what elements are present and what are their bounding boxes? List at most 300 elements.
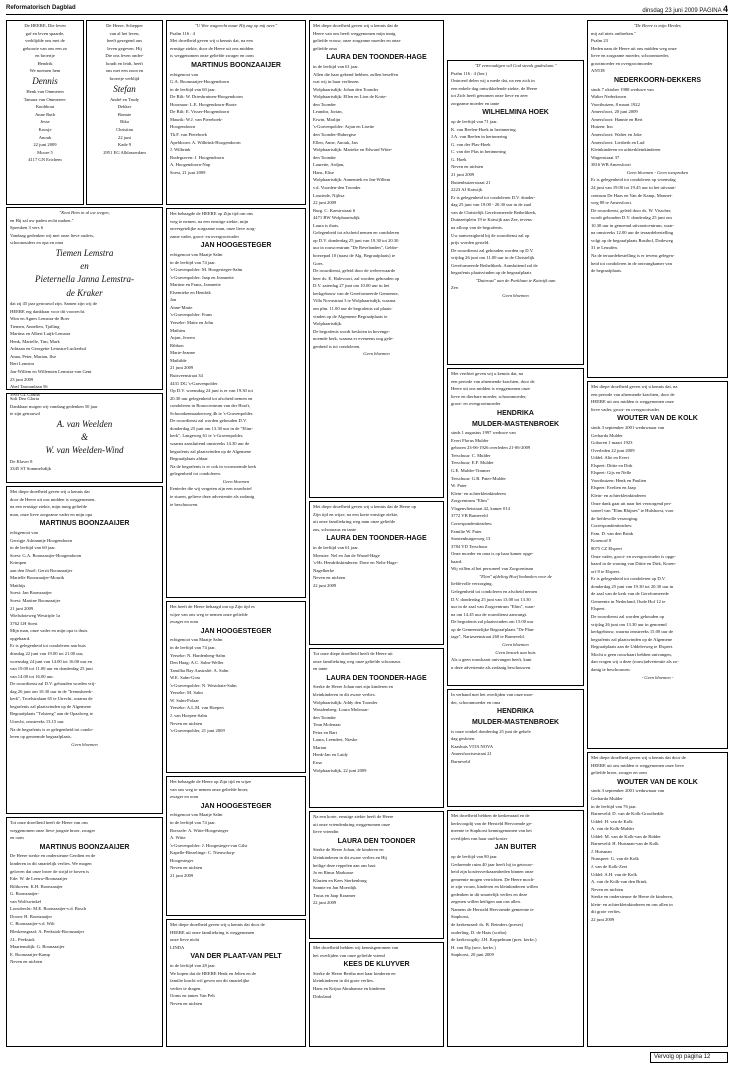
announcement-line: Amersfoort: Liesbeth en Lud	[591, 139, 645, 145]
announcement-line: wat wij in haar verliezen.	[313, 79, 360, 85]
announcement-line: Vandaag gedenken wij met onze lieve ouders,	[10, 232, 95, 238]
announcement-line: Overleden 22 juni 2009	[591, 447, 635, 453]
announcement-line: Laurette, Ardjan,	[313, 162, 345, 168]
announcement-line: na omstreeks 12.00 uur de teraardebestelling	[591, 230, 674, 236]
announcement-line: grootmoeder en overgrootmoeder	[591, 60, 653, 66]
announcement-line: Laura, Leendert, Nieske	[313, 737, 358, 743]
announcement-line: 3762 LH Soest	[10, 620, 38, 626]
announcement-line: noemde kerk, waarna er eveneens nog gele-	[313, 336, 394, 342]
announcement-line: 's-Hr. Hendrikskinderen: Dave en Nelie Hage-	[313, 560, 399, 566]
announcement-line: Na de begrafenis is er ook in voornoemde kerk	[170, 463, 257, 469]
announcement-line: en tante	[313, 666, 328, 672]
announcement-line: kerk", Troelstralaan 65 te Utrecht, waarna de	[10, 696, 93, 702]
announcement-line: Matthijs	[10, 582, 26, 588]
announcement-line: te beschouwen.	[170, 501, 199, 507]
announcement-line: WOUTER VAN DE KOLK	[617, 778, 698, 786]
announcement-line: Met diepe droefheid geven wij u kennis dat door de	[170, 922, 265, 927]
announcement-line: orf 8 te Elspeet.	[591, 568, 621, 574]
obituary-buiter	[447, 810, 584, 1047]
obituary-den-toonder-in-laws	[309, 648, 444, 808]
announcement-line: geliefde vrouw, onze zorgzame moeder en onze	[313, 38, 401, 44]
announcement-line: heer ds. E. Halevoort, zal worden gehouden op	[313, 275, 400, 281]
announcement-line: Correspondentieadres:	[451, 520, 493, 526]
announcement-line: Heere uit ons midden is weggenomen onze	[451, 386, 531, 392]
announcement-line: Hans en Krijna Abrahamse en kinderen	[313, 985, 386, 991]
announcement-line: G. van der Plas-Hoek	[451, 141, 491, 147]
announcement-line: André en Trudy	[109, 96, 140, 102]
announcement-line: Klein- en achterkleinkinderen	[591, 493, 646, 498]
announcement-line: begrafenis plaatsvinden op de begraafplaats	[451, 270, 532, 276]
announcement-line: 21 juni 2009	[170, 365, 194, 371]
announcement-line: De rouwdienst, geleid door ds. W. Visscher,	[591, 207, 672, 213]
announcement-line: Mocht u geen rouwkaart hebben ontvangen,	[591, 651, 672, 657]
announcement-line: MARTINUS BOONZAAIJER	[39, 843, 130, 851]
announcement-line: boezepad 10 (naast de Alg. Begraafplaats) te	[313, 253, 396, 258]
announcement-line: Als u geen rouwkaart ontvangen heeft, kunt	[451, 657, 532, 663]
obituary-boonzaaijer-in-laws	[166, 20, 306, 205]
announcement-line: in de leeftijd van 74 jaar.	[170, 819, 216, 825]
announcement-line: Laura is thuis.	[313, 222, 340, 228]
announcement-line: ernstige ziekte, door de Heere uit ons midden	[170, 45, 254, 51]
announcement-line: echtgenoot van Maatje Salm	[170, 251, 223, 257]
announcement-line: Neven en nichten	[170, 720, 203, 726]
obituary-van-de-kolk-siblings	[587, 752, 728, 1047]
announcement-line: We noemen hem	[29, 68, 61, 74]
announcement-line: zwager en oom	[170, 794, 199, 800]
announcement-line: Elsemieke en Hendrik	[170, 289, 211, 295]
announcement-line: Na de begrafenis is er gelegenheid tot condo-	[10, 726, 94, 732]
announcement-line: 3816 WB Amersfoort	[591, 162, 631, 168]
announcement-line: Onze vader, groot- en overgrootvader is opge-	[591, 553, 676, 559]
announcement-line: WILHELMINA HOEK	[482, 109, 549, 117]
announcement-line: HEERE uit ons midden is weggenomen onze	[591, 399, 674, 405]
announcement-line: LINDA	[170, 944, 185, 950]
announcement-line: E. Boonzaaijer-Kamp	[10, 951, 50, 957]
announcement-line: zame vader, groot- en overgrootvader	[170, 233, 239, 239]
announcement-line: klein- en achterkleinkinderen en ons allen in	[591, 901, 673, 907]
announcement-line: condoleren in Rouwcentrum van der Hooft,	[170, 403, 251, 409]
announcement-line: G. Boonzaaijer-	[10, 891, 40, 897]
announcement-line: 2223 AJ Katwijk	[451, 187, 483, 193]
announcement-line: Utrecht, omstreeks 13.15 uur.	[10, 719, 65, 724]
announcement-line: Neven en nichten	[313, 575, 346, 581]
announcement-line: de liefdevolle verzorging.	[591, 515, 639, 521]
announcement-line: Met diepe droefheid geven wij u kennis dat door de	[591, 755, 686, 760]
announcement-line: De Klaver 8	[10, 458, 33, 464]
announcement-line: W. Salm-Polaar	[170, 697, 199, 703]
announcement-line: Bert Lemstra	[10, 361, 35, 367]
announcement-line: volgt op de begraafplaats Rusthof, Dodeweg	[591, 237, 673, 243]
announcement-line: Eenieder die wij vergeten zijn een rouwbrief	[170, 486, 252, 492]
announcement-line: een enkele dag ontwikkelende ziekte, de Heere	[451, 85, 538, 91]
announcement-line: Barneveld: D. van de Kolk-Grootbedde	[591, 811, 664, 817]
announcement-line: verlies te dragen.	[170, 985, 202, 991]
announcement-line: De rouwdienst, geleid door de weleerwaarde	[313, 268, 396, 274]
announcement-line: Er is gelegenheid tot condoleren op woensdag	[591, 177, 676, 183]
announcement-line: weg te nemen, na een ernstige ziekte, mijn	[170, 218, 249, 224]
announcement-line: weggenomen onze lieve jongste broer, zwager	[10, 827, 96, 833]
announcement-line: 3345 ST Sommelsdijk	[10, 466, 52, 472]
announcement-line: D.V. donderdag 25 juni van 13.00 tot 13.30	[451, 596, 531, 602]
obituary-den-toonder-family	[309, 20, 444, 498]
announcement-line: Hans, Elise	[313, 169, 334, 175]
announcement-line: man, onze lieve zorgzame vader en mijn opa	[10, 511, 93, 517]
announcement-line: Psalm 116 : 4	[170, 30, 195, 36]
announcement-line: MULDER-MASTENBROEK	[471, 420, 560, 428]
announcement-line: Den Haag: A.C. Salm-Weller	[170, 660, 224, 666]
announcement-line: Woudenberg: Loura Moleraar-	[313, 707, 370, 713]
announcement-line: Stoutenburgerweg 13	[451, 536, 491, 542]
announcement-line: Villa Novastraat 3 te Wolphaartsdijk, waarna	[313, 298, 396, 304]
announcement-line: 21 juni 2009	[170, 872, 194, 878]
announcement-line: J. van Hoepen-Salm	[170, 713, 208, 718]
page-date: dinsdag 23 juni 2009 PAGINA 4	[642, 4, 728, 14]
announcement-line: na om 14.45 uur de rouwdienst aanvangt.	[451, 611, 528, 617]
announcement-line: een periode van afnemende krachten, door de	[591, 391, 675, 397]
announcement-line: De Bilt: E. Visser-Hoogendoorn	[170, 109, 230, 115]
announcement-line: van Wolfswinkel	[10, 898, 42, 904]
announcement-line: Ede: W. de Leeuw-Boonzaaijer	[10, 876, 68, 882]
announcement-line: donderdag 25 juni om 13.30 uur in de "Elim-	[170, 425, 253, 431]
announcement-line: heid tot condoleren in de ontvangkamer van	[591, 260, 672, 266]
announcement-line: De begrafenis zal plaatsvinden om 15.00 uur	[451, 619, 534, 625]
announcement-line: Terschuur: C. Mulder	[451, 452, 491, 458]
announcement-line: Uddel: M. van de Kolk-van de Ridder	[591, 833, 661, 839]
announcement-line: kinderen in dit smartelijk verlies. We mogen	[10, 860, 92, 866]
obituary-nederkoorn	[587, 20, 728, 378]
announcement-line: Uddel: Alie en Evert	[591, 455, 629, 461]
announcement-line: Henk, Marielle, Tim, Mark	[10, 338, 60, 344]
announcement-line: Soest: Jan Boonzaaijer	[10, 590, 52, 596]
announcement-line: Henk van Ommeren	[26, 89, 64, 95]
announcement-line: echtgenoot van	[10, 529, 38, 535]
announcement-line: Soest: G.A. Boonzaaijer-Hoogendoorn	[10, 552, 82, 558]
announcement-line: &	[80, 431, 88, 442]
announcement-line: Petra en Bart	[313, 729, 337, 735]
announcement-line: We hopen dat de HEERE Henk en Jelten en de	[170, 970, 256, 976]
announcement-line: Maurik: W.J. van Piereboek-	[170, 116, 223, 122]
announcement-line: G. Hoek	[451, 156, 467, 162]
announcement-line: Anne-Marie	[170, 304, 193, 310]
announcement-line: 's-Gravenpolder: N. Westdrate-Salm	[170, 682, 237, 688]
announcement-line: overlijden van haar oud-koster	[451, 835, 508, 841]
announcement-line: 22 juni 2009	[313, 200, 337, 206]
announcement-line: Die ons leven onder-	[105, 53, 144, 59]
announcement-line: genheid is tot condoleren.	[313, 343, 361, 349]
announcement-line: Wolphaartsdijk: Johan den Toonder	[313, 86, 379, 92]
announcement-line: Onze moeder en oma is op haar kamer opge-	[451, 551, 534, 557]
announcement-line: Amersfoort: Walter en Joke	[591, 132, 642, 137]
announcement-line: D.V. zaterdag 27 juni om 10.00 uur in het	[313, 283, 390, 289]
announcement-line: Uw aanwezigheid bij de rouwdienst zal op	[451, 232, 530, 238]
announcement-line: Neven en nichten	[591, 886, 624, 892]
announcement-line: Barneveld	[451, 758, 470, 764]
announcement-line: in de leeftijd van 61 jaar.	[313, 63, 359, 69]
announcement-line: Staphorst, 20 juni 2009	[451, 952, 494, 958]
announcement-line: in de leeftijd van 60 jaar.	[170, 86, 216, 92]
announcement-line: op de Gemeentelijke Begraafplaats "De Plan-	[451, 626, 535, 632]
announcement-line: van de Christelijk Gereformeerde Betheltkerk,	[451, 209, 537, 215]
announcement-line: 's-Gravenpolder: M. Hoogesteger-Salm	[170, 267, 243, 273]
announcement-line: Gedurende ruim 40 jaar heeft hij in getrouw-	[451, 861, 534, 867]
announcement-line: uit onze vriendenkring weggenomen onze	[313, 821, 391, 827]
announcement-line: Amersfoortsestraat 21	[451, 751, 492, 757]
announcement-line: Met verdriet geven wij u kennis dat, na	[451, 371, 523, 376]
obituary-den-toonder-friends	[309, 811, 444, 939]
announcement-line: Bleskensgraaf: A. Peekstok-Boonzaaijer	[10, 929, 85, 934]
announcement-line: 22 juni 2009	[313, 900, 337, 906]
announcement-line: J. Wilbrink	[170, 147, 191, 153]
announcement-line: Abel Tasmanlaan 56	[10, 384, 48, 390]
announcement-line: tage", Nartzseenstraat 260 te Barneveld.	[451, 634, 525, 640]
obituary-hoek	[447, 60, 584, 365]
announcement-line: prijs worden gesteld.	[451, 240, 490, 246]
announcement-line: Anne Ruth	[34, 111, 56, 117]
announcement-line: en Hij zal uw paden recht maken."	[10, 217, 74, 223]
announcement-line: baard.	[451, 558, 463, 564]
announcement-line: Christian	[116, 127, 133, 133]
announcement-line: A. Witte	[170, 835, 186, 841]
announcement-line: Geen bloemen	[502, 641, 529, 647]
announcement-line: Heere van ons heeft weggenomen mijn innig	[313, 30, 396, 36]
announcement-line: Bodegraven: J. Hoogendoorn	[170, 154, 224, 160]
announcement-line: De rouwdienst zal gehouden worden op D.V.	[451, 247, 534, 253]
announcement-line: 3903 GL Gouda	[10, 391, 40, 397]
announcement-line: dag 25 juni van 19.00 - 20.30 uur in de zaal	[451, 202, 532, 208]
announcement-line: de kerkenraad: ds. B. Reinders (preses)	[451, 922, 524, 927]
announcement-line: op de leeftijd van 80 jaar.	[451, 853, 498, 859]
announcement-line: Huizen: Ino	[591, 124, 613, 130]
announcement-line: Buitenhuizerstraat 21	[451, 179, 491, 185]
announcement-line: Martina en Albert Luijk-Lemstra	[10, 331, 71, 337]
announcement-line: Loosdrecht: M.E. Boonzaaijer-v.d. Bosch	[10, 906, 87, 912]
obituary-van-der-plaat	[166, 919, 306, 1047]
announcement-line: de kerkvoogdij: J.H. Koppelman (pres. kerkv.)	[451, 937, 537, 943]
announcement-line: Apeldoorn: A. Wilbrink-Hoogendoorn	[170, 139, 241, 145]
announcement-line: kerkgebouw van de Gereformeerde Gemeente,	[313, 290, 399, 296]
announcement-line: Hendrik	[37, 60, 53, 66]
announcement-line: echtgenoot van Maatje Salm	[170, 812, 223, 818]
announcement-line: Goes.	[313, 260, 324, 266]
announcement-line: in de leeftijd van 61 jaar.	[313, 544, 359, 550]
announcement-line: ouderling. D. de Haas (scriba)	[451, 929, 507, 935]
announcement-line: Geen bloemen	[502, 293, 529, 298]
announcement-line: baard in de woning van Dittie en Dirk, Koren-	[591, 561, 677, 567]
announcement-line: begrafenis zal plaatsvinden op de Algemene	[10, 703, 91, 709]
announcement-line: W. Pater	[451, 483, 467, 489]
announcement-line: Uddel: H. van de Kolk	[591, 818, 633, 824]
announcement-line: 8075 CZ Elspeet	[591, 545, 622, 551]
announcement-line: Truus en Jaap Kraamer	[313, 892, 356, 898]
announcement-line: Koosje	[38, 127, 52, 133]
announcement-line: Erwin, Marlijn	[313, 116, 341, 122]
announcement-line: Wolphaartsdijk, 22 juni 2009	[313, 767, 367, 773]
announcement-line: zorgzame moeder en tante	[451, 100, 500, 106]
announcement-line: "D' eenvoudigen wil God steeds gadeslaan."	[474, 63, 557, 68]
announcement-line: Schoonkenmaakerweg 4b te 's-Gravenpolder.	[170, 410, 254, 416]
announcement-line: C. van der Plas in herinnering	[451, 149, 506, 155]
announcement-line: sinds 3 september 2001 weduwnaar van	[591, 788, 665, 794]
announcement-line: A. Hoogendoorn-Nap	[170, 162, 211, 168]
announcement-line: 22 juni	[118, 134, 131, 140]
obituary-boonzaaijer-family	[6, 486, 163, 814]
announcement-line: MARTINUS BOONZAAIJER	[191, 61, 281, 69]
announcement-line: Begraafplaats "Tolsteeg" aan de Opaalweg te	[10, 711, 93, 717]
announcement-line: de begraafplaats.	[591, 268, 623, 274]
announcement-line: J. van de Kolk-Zeet	[591, 864, 628, 869]
announcement-line: G.E. Mulder-Timmer	[451, 468, 491, 473]
announcement-line: Evert Florus Mulder	[451, 437, 489, 443]
announcement-line: lieve en dierbare moeder, schoonmoeder,	[451, 393, 527, 399]
announcement-line: Elspeet: Dittie en Dirk	[591, 462, 633, 468]
announcement-line: 's-Gravenpolder, 21 juni 2009	[170, 728, 225, 734]
announcement-line: te zijn getrouwd	[10, 411, 40, 417]
announcement-line: kleinkinderen in dit zware verlies.	[313, 691, 376, 697]
announcement-line: Met diepe droefheid geven wij u kennis dat de	[313, 23, 399, 28]
announcement-line: danig te beschouwen.	[591, 666, 631, 672]
announcement-line: Er is gelegenheid tot condoleren aan huis	[10, 643, 86, 649]
announcement-line: Borssele: A. Witte-Hoogesteger	[170, 827, 229, 833]
announcement-line: Geen bloemen	[222, 478, 250, 484]
announcement-line: Fam. D. van den Brink	[591, 530, 634, 536]
announcement-line: 21 juni 2009	[10, 605, 34, 611]
announcement-line: Klein- en achterkleinkinderen	[451, 490, 506, 496]
announcement-line: W. van Weelden-Wind	[45, 445, 124, 456]
announcement-line: Voorthuizen, 8 maart 1922	[591, 101, 640, 107]
announcement-line: Hoogesteger	[170, 857, 194, 863]
announcement-line: Geen bezoek aan huis	[495, 649, 536, 655]
newspaper-name: Reformatorisch Dagblad	[6, 5, 76, 11]
announcement-line: 4117 GN Erichem	[28, 157, 62, 163]
announcement-line: van al het leven,	[109, 30, 140, 36]
announcement-line: Erna	[313, 760, 322, 765]
announcement-line: Moore 5	[37, 149, 53, 155]
announcement-line: gemeente mogen verrichten. De Heere moch-	[451, 876, 535, 882]
announcement-line: Gemeente in Nederland, Oude Hof 12 te	[591, 598, 666, 604]
announcement-line: Yerseke: A.L.M. van Hoepen	[170, 705, 224, 711]
announcement-line: Bika	[120, 119, 129, 125]
announcement-line: den Toonder	[313, 101, 336, 107]
announcement-line: houdt en leidt, heeft	[106, 60, 143, 66]
announcement-line: Kade 9	[117, 142, 132, 148]
obituary-hoogesteger-family	[166, 208, 306, 598]
announcement-line: LAURA DEN TOONDER	[337, 837, 416, 845]
announcement-line: heid zijn kostersverkzaamheden binnen onze	[451, 869, 534, 875]
announcement-line: Amersfoort: Hannie en Bert	[591, 116, 643, 122]
announcement-line: Yerseke: Matte en John	[170, 320, 214, 325]
announcement-line: C. Boonzaaijer-v.d. Wilt	[10, 921, 55, 927]
announcement-line: gedenken in dit smartelijk verlies en deze	[451, 891, 528, 897]
announcement-line: In verband met het overlijden van onze moe-	[451, 692, 534, 697]
announcement-line: Jan-Willem en Willemien Lemstra-van Gent	[10, 369, 92, 374]
announcement-line: centrum De Haas en Van de Kamp, Monnet-	[591, 192, 673, 198]
announcement-line: Nagelkerke	[313, 567, 335, 573]
announcement-line: kleinkinderen in dit zware verlies en Hij	[313, 854, 387, 860]
announcement-line: Amersfoort, 20 juni 2009	[591, 109, 638, 115]
announcement-line: LAURA DEN TOONDER-HAGE	[326, 54, 427, 62]
announcement-line: op de leeftijd van 71 jaar.	[451, 119, 498, 125]
obituary-den-toonder-hage	[309, 501, 444, 645]
announcement-line: gelegenheid tot condoleren.	[170, 471, 221, 477]
announcement-line: geboren 23-06-1926 overleden 21-06-2009	[451, 445, 531, 451]
announcement-line: aan den IJssel: Gerrit Boonzaaijer	[10, 567, 73, 573]
announcement-line: Na de teraardebestelling is er tevens gelegen-	[591, 253, 675, 258]
announcement-line: Klazien en Kees Sterkenburg	[313, 877, 367, 883]
announcement-line: "De Heere is mijn Herder,	[633, 23, 682, 28]
announcement-line: De Heere sterke en ondersteune Gerdien en de	[10, 853, 96, 859]
announcement-line: Wolphaartsdijk: Annemiek en Jan-Willem	[313, 177, 391, 183]
announcement-line: den Toonder	[313, 714, 336, 720]
obituary-hoogesteger-siblings	[166, 776, 306, 916]
announcement-line: wordt gehouden D.V. donderdag 25 juni om	[591, 215, 672, 221]
announcement-line: Sannie en Jan Moerdijk	[313, 885, 357, 891]
announcement-line: en broertje	[35, 53, 55, 59]
announcement-line: geboorte van ons een zo	[22, 45, 68, 51]
announcement-line: vinden op de Algemene Begraafplaats te	[313, 313, 388, 319]
announcement-line: H. van Elp (secr. kerkv.)	[451, 944, 496, 950]
announcement-line: Tamilha Bay Australië: A. Salm	[170, 667, 229, 673]
obituary-mulder-mastenbroek	[447, 368, 584, 686]
announcement-line: soneel van "Elim Rhijnes" te Hulshorst, voor	[591, 508, 674, 514]
announcement-line: "U Wee wageecht maar Hij zag op mij neer."	[194, 23, 278, 28]
announcement-line: dag gesloten.	[451, 736, 476, 742]
announcement-line: 4471 BW Wolphaartsdijk	[313, 215, 360, 221]
announcement-line: "Duinrust" aan de Parklaan te Katwijk aan	[475, 277, 556, 283]
announcement-line: dat zij 45 jaar getrouwd zijn. Samen zijn wij de	[10, 300, 98, 306]
announcement-line: leven gegeven. Hij	[107, 45, 142, 51]
announcement-line: Voorthuizen: Henk en Paulien	[591, 477, 647, 483]
announcement-line: het overlijden van onze geliefde vriend	[313, 952, 385, 958]
announcement-line: - Geen bloemen -	[641, 674, 674, 680]
announcement-line: van 19.00 tot 11.00 uur en donderdag 25 juni	[10, 666, 93, 672]
announcement-line: Korenorf 8	[591, 538, 612, 544]
notice-shop-closed	[447, 689, 584, 807]
announcement-line: Wolphaartsdijk: Marieke en Edward Witte-	[313, 147, 393, 153]
announcement-line: Henk-Jan en Laidy	[313, 752, 348, 758]
announcement-line: sinds 7 oktober 1988 weduwe van	[591, 86, 654, 92]
announcement-line: J.L. Peekstok	[10, 936, 35, 942]
announcement-line: uur in de zaal van Zorgcentrum "Elim", waar-	[451, 604, 536, 610]
announcement-line: Gereformeerde Betheltkerk. Aansluitend zal de	[451, 262, 538, 268]
announcement-line: geliefde oma	[313, 45, 337, 51]
announcement-line: leren op genoemde begraafplaats.	[10, 734, 72, 740]
announcement-line: 's-Gravenpolder: Arjan en Lisette	[313, 124, 375, 130]
announcement-line: Met droefheid hebben de kerkenraad en de	[451, 813, 530, 818]
announcement-line: LAURA DEN TOONDER-HAGE	[326, 535, 427, 543]
announcement-line: Wielsdoteweg Westrijde 1a	[10, 613, 61, 619]
continued-on-page-link[interactable]: Vervolg op pagina 12	[650, 1052, 728, 1063]
announcement-line: "Kent Hem in al uw wegen,	[59, 210, 110, 215]
announcement-line: in de leeftijd van 74 jaar.	[170, 644, 216, 650]
announcement-line: begrafenis zal plaatsvinden op de Algemene	[170, 448, 251, 454]
announcement-line: Met droefheid geven wij u kennis dat, na een	[170, 38, 253, 44]
announcement-line: Geen bloemen - Geen toespraken	[626, 169, 689, 175]
announcement-line: Nunspeet: G. van de Kolk	[591, 856, 639, 862]
announcement-line: Wolphaartsdijk.	[313, 321, 343, 327]
announcement-line: onze familiekring weg onze geliefde schoonzus	[313, 658, 401, 664]
announcement-line: van 14.00 tot 16.00 uur.	[10, 673, 54, 679]
announcement-line: door de Heere uit ons midden is weggenomen,	[10, 496, 96, 502]
announcement-line: broertje verblijd	[109, 75, 140, 81]
announcement-line: Namens de Hersteld Hervormde gemeente te	[451, 906, 534, 912]
announcement-line: 10.30 uur in genoemd uitvaartcentrum, waar-	[591, 222, 675, 228]
announcement-line: en oom	[10, 835, 24, 841]
announcement-line: dan vragen wij u deze (rouw)advertentie als zo-	[591, 659, 679, 665]
announcement-line: mij zal niets ontbreken."	[591, 30, 636, 36]
announcement-line: geliefde broer, zwager en oom	[591, 770, 647, 776]
announcement-line: kleinkinderen in dit grote verlies.	[313, 978, 375, 984]
announcement-line: Jo en Rinus Markusse	[313, 870, 354, 876]
